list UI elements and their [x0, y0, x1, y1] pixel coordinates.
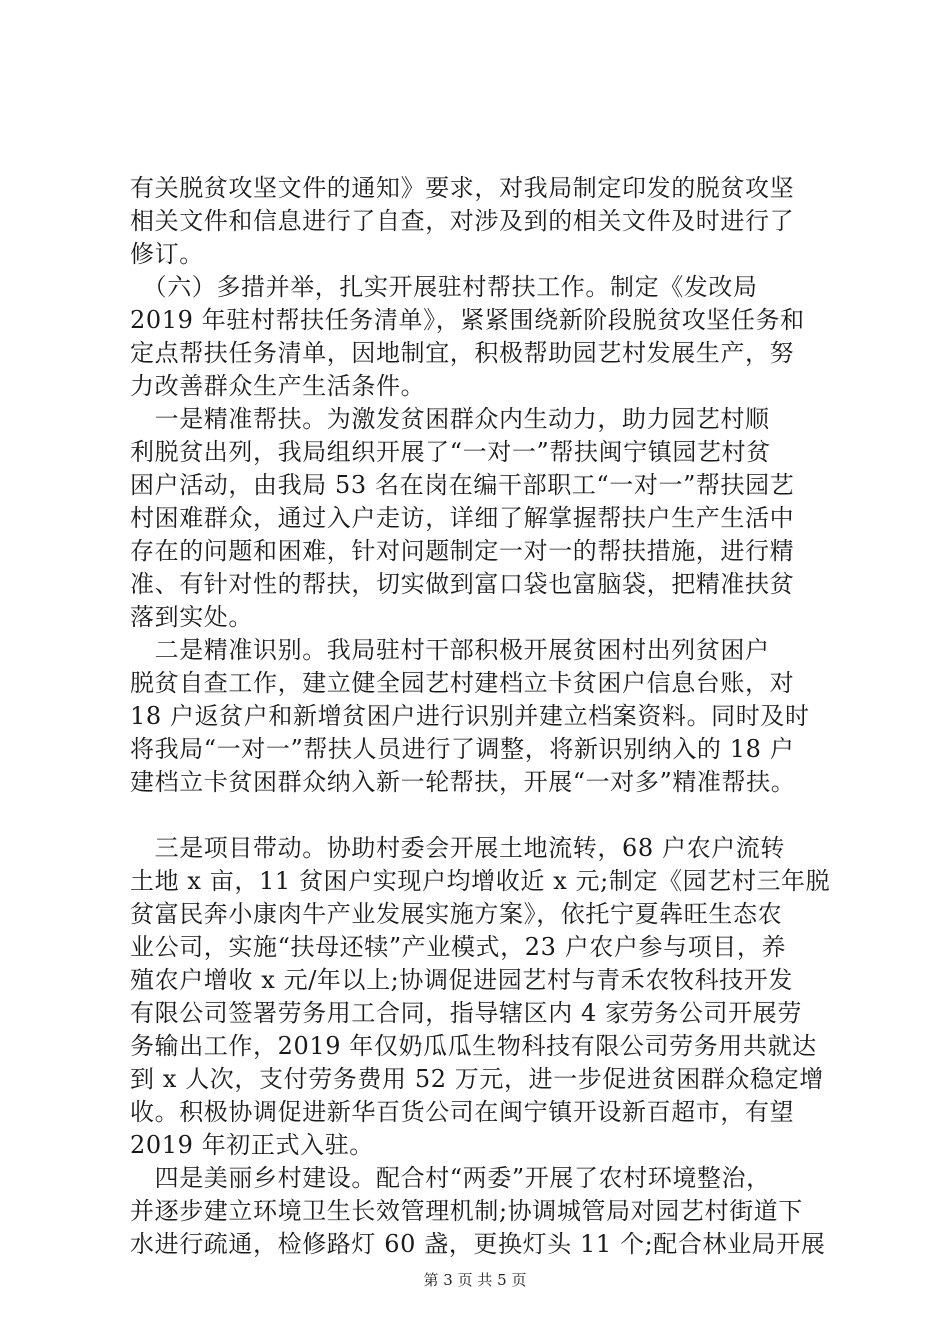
- text-line: 存在的问题和困难，针对问题制定一对一的帮扶措施，进行精: [130, 537, 795, 565]
- text-line: 困户活动，由我局 53 名在岗在编干部职工“一对一”帮扶园艺: [130, 471, 795, 499]
- text-line: 将我局“一对一”帮扶人员进行了调整，将新识别纳入的 18 户: [130, 735, 795, 763]
- paragraph-3: [130, 403, 830, 634]
- text-line: 力改善群众生产生活条件。: [130, 372, 426, 400]
- text-line: 收。积极协调促进新华百货公司在闽宁镇开设新百超市，有望: [130, 1098, 795, 1126]
- text-line: 二是精准识别。我局驻村干部积极开展贫困村出列贫困户: [130, 636, 770, 664]
- text-line: 殖农户增收 x 元/年以上;协调促进园艺村与青禾农牧科技开发: [130, 966, 793, 994]
- paragraph-2: [130, 271, 830, 403]
- text-line: 村困难群众，通过入户走访，详细了解掌握帮扶户生产生活中: [130, 504, 795, 532]
- text-line: 18 户返贫户和新增贫困户进行识别并建立档案资料。同时及时: [130, 702, 810, 730]
- text-line: 一是精准帮扶。为激发贫困群众内生动力，助力园艺村顺: [130, 405, 770, 433]
- text-line: 土地 x 亩，11 贫困户实现户均增收近 x 元;制定《园艺村三年脱: [130, 867, 831, 895]
- paragraph-4: [130, 634, 830, 799]
- text-line: 有限公司签署劳务用工合同，指导辖区内 4 家劳务公司开展劳: [130, 999, 802, 1027]
- text-line: 到 x 人次，支付劳务费用 52 万元，进一步促进贫困群众稳定增: [130, 1065, 824, 1093]
- text-line: 水进行疏通，检修路灯 60 盏，更换灯头 11 个;配合林业局开展: [130, 1230, 826, 1258]
- paragraph-5: [130, 832, 830, 1162]
- text-line: 修订。: [130, 240, 204, 268]
- text-line: 并逐步建立环境卫生长效管理机制;协调城管局对园艺村街道下: [130, 1197, 803, 1225]
- text-line: 业公司，实施“扶母还犊”产业模式，23 户农户参与项目，养: [130, 933, 787, 961]
- text-line: 2019 年驻村帮扶任务清单》，紧紧围绕新阶段脱贫攻坚任务和: [130, 306, 805, 334]
- text-line: 落到实处。: [130, 603, 253, 631]
- document-body: [130, 172, 830, 1261]
- text-line: 建档立卡贫困群众纳入新一轮帮扶，开展“一对多”精准帮扶。: [130, 768, 796, 796]
- text-line: 有关脱贫攻坚文件的通知》要求，对我局制定印发的脱贫攻坚: [130, 174, 795, 202]
- text-line: 2019 年初正式入驻。: [130, 1131, 374, 1159]
- page-number-label: 第 3 页 共 5 页: [423, 1271, 527, 1289]
- text-line: 准、有针对性的帮扶，切实做到富口袋也富脑袋，把精准扶贫: [130, 570, 795, 598]
- paragraph-1: [130, 172, 830, 271]
- text-line: 四是美丽乡村建设。配合村“两委”开展了农村环境整治，: [130, 1164, 771, 1192]
- text-line: 贫富民奔小康肉牛产业发展实施方案》，依托宁夏犇旺生态农: [130, 900, 783, 928]
- paragraph-spacer: [130, 799, 830, 832]
- text-line: 相关文件和信息进行了自查，对涉及到的相关文件及时进行了: [130, 207, 795, 235]
- page-footer: [0, 1270, 950, 1290]
- paragraph-6: [130, 1162, 830, 1261]
- text-line: 务输出工作，2019 年仅奶瓜瓜生物科技有限公司劳务用共就达: [130, 1032, 817, 1060]
- text-line: 定点帮扶任务清单，因地制宜，积极帮助园艺村发展生产，努: [130, 339, 795, 367]
- text-line: （六）多措并举，扎实开展驻村帮扶工作。制定《发改局: [130, 273, 758, 301]
- text-line: 利脱贫出列，我局组织开展了“一对一”帮扶闽宁镇园艺村贫: [130, 438, 771, 466]
- text-line: 三是项目带动。协助村委会开展土地流转，68 户农户流转: [130, 834, 785, 862]
- text-line: 脱贫自查工作，建立健全园艺村建档立卡贫困户信息台账，对: [130, 669, 795, 697]
